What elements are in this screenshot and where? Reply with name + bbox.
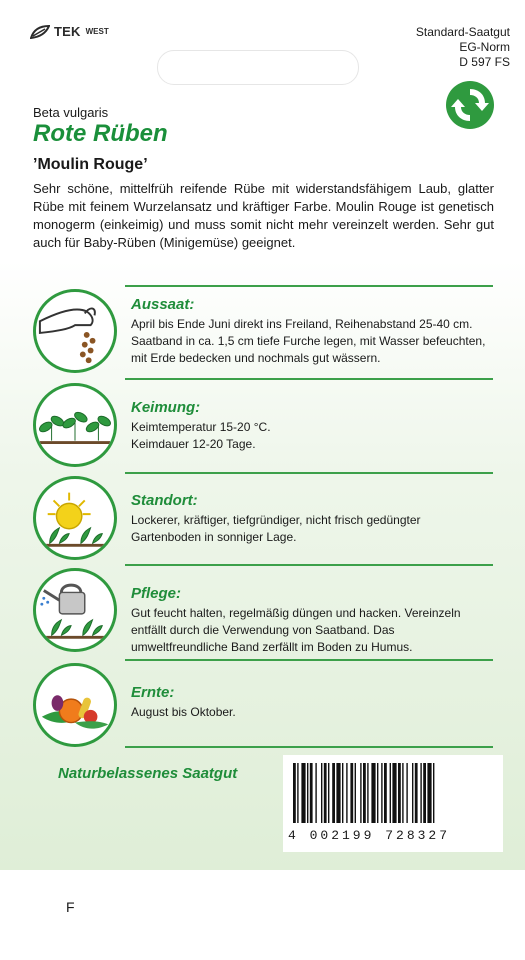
- seedlings-icon: [33, 383, 117, 467]
- harvest-vegetables-icon: [33, 663, 117, 747]
- barcode-bar: [293, 763, 296, 823]
- section-text-standort: Lockerer, kräftiger, tiefgründiger, nicht frisch gedüngter Gartenboden in sonniger Lage.: [131, 513, 421, 544]
- section-divider: [125, 378, 493, 380]
- section-divider: [125, 472, 493, 474]
- barcode-bar: [297, 763, 298, 823]
- section-title-ernte: Ernte:: [131, 684, 175, 701]
- leaf-logo-icon: [30, 25, 50, 39]
- barcode-bar: [324, 763, 327, 823]
- section-title-standort: Standort:: [131, 492, 198, 509]
- barcode-bar: [363, 763, 366, 823]
- latin-name: Beta vulgaris: [33, 105, 109, 120]
- barcode-bar: [384, 763, 387, 823]
- barcode-bar: [367, 763, 368, 823]
- section-title-aussaat: Aussaat:: [131, 296, 195, 313]
- barcode-bar: [307, 763, 308, 823]
- slogan: Naturbelassenes Saatgut: [58, 765, 238, 782]
- sun-and-plants-icon: [33, 476, 117, 560]
- barcode-bar: [321, 763, 322, 823]
- barcode-bar: [402, 763, 403, 823]
- standard-line-3: D 597 FS: [459, 55, 510, 69]
- barcode-bar: [392, 763, 396, 823]
- brand-name: TEK: [54, 24, 81, 39]
- barcode-bar: [328, 763, 329, 823]
- barcode-bar: [398, 763, 401, 823]
- section-text-ernte: August bis Oktober.: [131, 705, 236, 719]
- barcode-bar: [336, 763, 340, 823]
- barcode-bar: [406, 763, 407, 823]
- barcode-bar: [433, 763, 434, 823]
- green-dot-icon: [445, 80, 495, 130]
- barcode-bar: [412, 763, 413, 823]
- barcode-bar: [355, 763, 356, 823]
- barcode-bar: [381, 763, 382, 823]
- brand-sub: WEST: [85, 27, 109, 36]
- section-title-keimung: Keimung:: [131, 399, 201, 416]
- watering-can-icon: [33, 568, 117, 652]
- product-description: Sehr schöne, mittelfrüh reifende Rübe mit widerstandsfähigem Laub, glatter Rübe mit feinem Wurzelansatz und kräftiger Farbe. Moulin Rouge ist genetisch monogerm (einkeimig) und muss somit nicht mehr vereinzelt werden. Sehr gut auch für Baby-Rüben (Minigemüse) geeignet.: [33, 181, 494, 250]
- barcode-bar: [346, 763, 347, 823]
- section-divider: [125, 746, 493, 748]
- barcode-bar: [377, 763, 378, 823]
- barcode-bar: [390, 763, 391, 823]
- barcode-bar: [360, 763, 361, 823]
- section-text-aussaat: April bis Ende Juni direkt ins Freiland, Reihenabstand 25-40 cm. Saatband in ca. 1,5 cm tiefe Furche legen, mit Wasser befeuchten, mit Erde bedecken und nochmals gut wässern.: [131, 317, 486, 365]
- brand-logo: [30, 24, 109, 39]
- barcode-bar: [420, 763, 421, 823]
- barcode-bar: [301, 763, 305, 823]
- standard-line-1: Standard-Saatgut: [415, 25, 510, 39]
- section-divider: [125, 564, 493, 566]
- hand-sowing-seeds-icon: [33, 289, 117, 373]
- standard-info: [416, 25, 510, 70]
- barcode-bars: [283, 755, 503, 825]
- section-divider: [125, 285, 493, 287]
- barcode-bar: [423, 763, 426, 823]
- footer-letter: F: [66, 899, 75, 915]
- section-divider: [125, 659, 493, 661]
- barcode-bar: [342, 763, 343, 823]
- barcode-bar: [371, 763, 375, 823]
- product-name: Rote Rüben: [33, 120, 168, 147]
- section-text-keimung: Keimtemperatur 15-20 °C. Keimdauer 12-20 Tage.: [131, 420, 271, 451]
- section-title-pflege: Pflege:: [131, 585, 182, 602]
- standard-line-2: EG-Norm: [459, 40, 510, 54]
- blank-label-area: [157, 50, 359, 85]
- barcode-bar: [310, 763, 313, 823]
- barcode-number: 4 002199 728327: [288, 828, 451, 843]
- barcode-bar: [315, 763, 316, 823]
- barcode-bar: [415, 763, 418, 823]
- variety-name: ’Moulin Rouge’: [33, 156, 148, 173]
- barcode-bar: [332, 763, 335, 823]
- section-text-pflege: Gut feucht halten, regelmäßig düngen und hacken. Vereinzeln entfällt durch die Verwendung von Saatband. Das umweltfreundliche Band zerfällt im Boden zu Humus.: [131, 606, 461, 654]
- barcode-bar: [350, 763, 353, 823]
- barcode-bar: [427, 763, 431, 823]
